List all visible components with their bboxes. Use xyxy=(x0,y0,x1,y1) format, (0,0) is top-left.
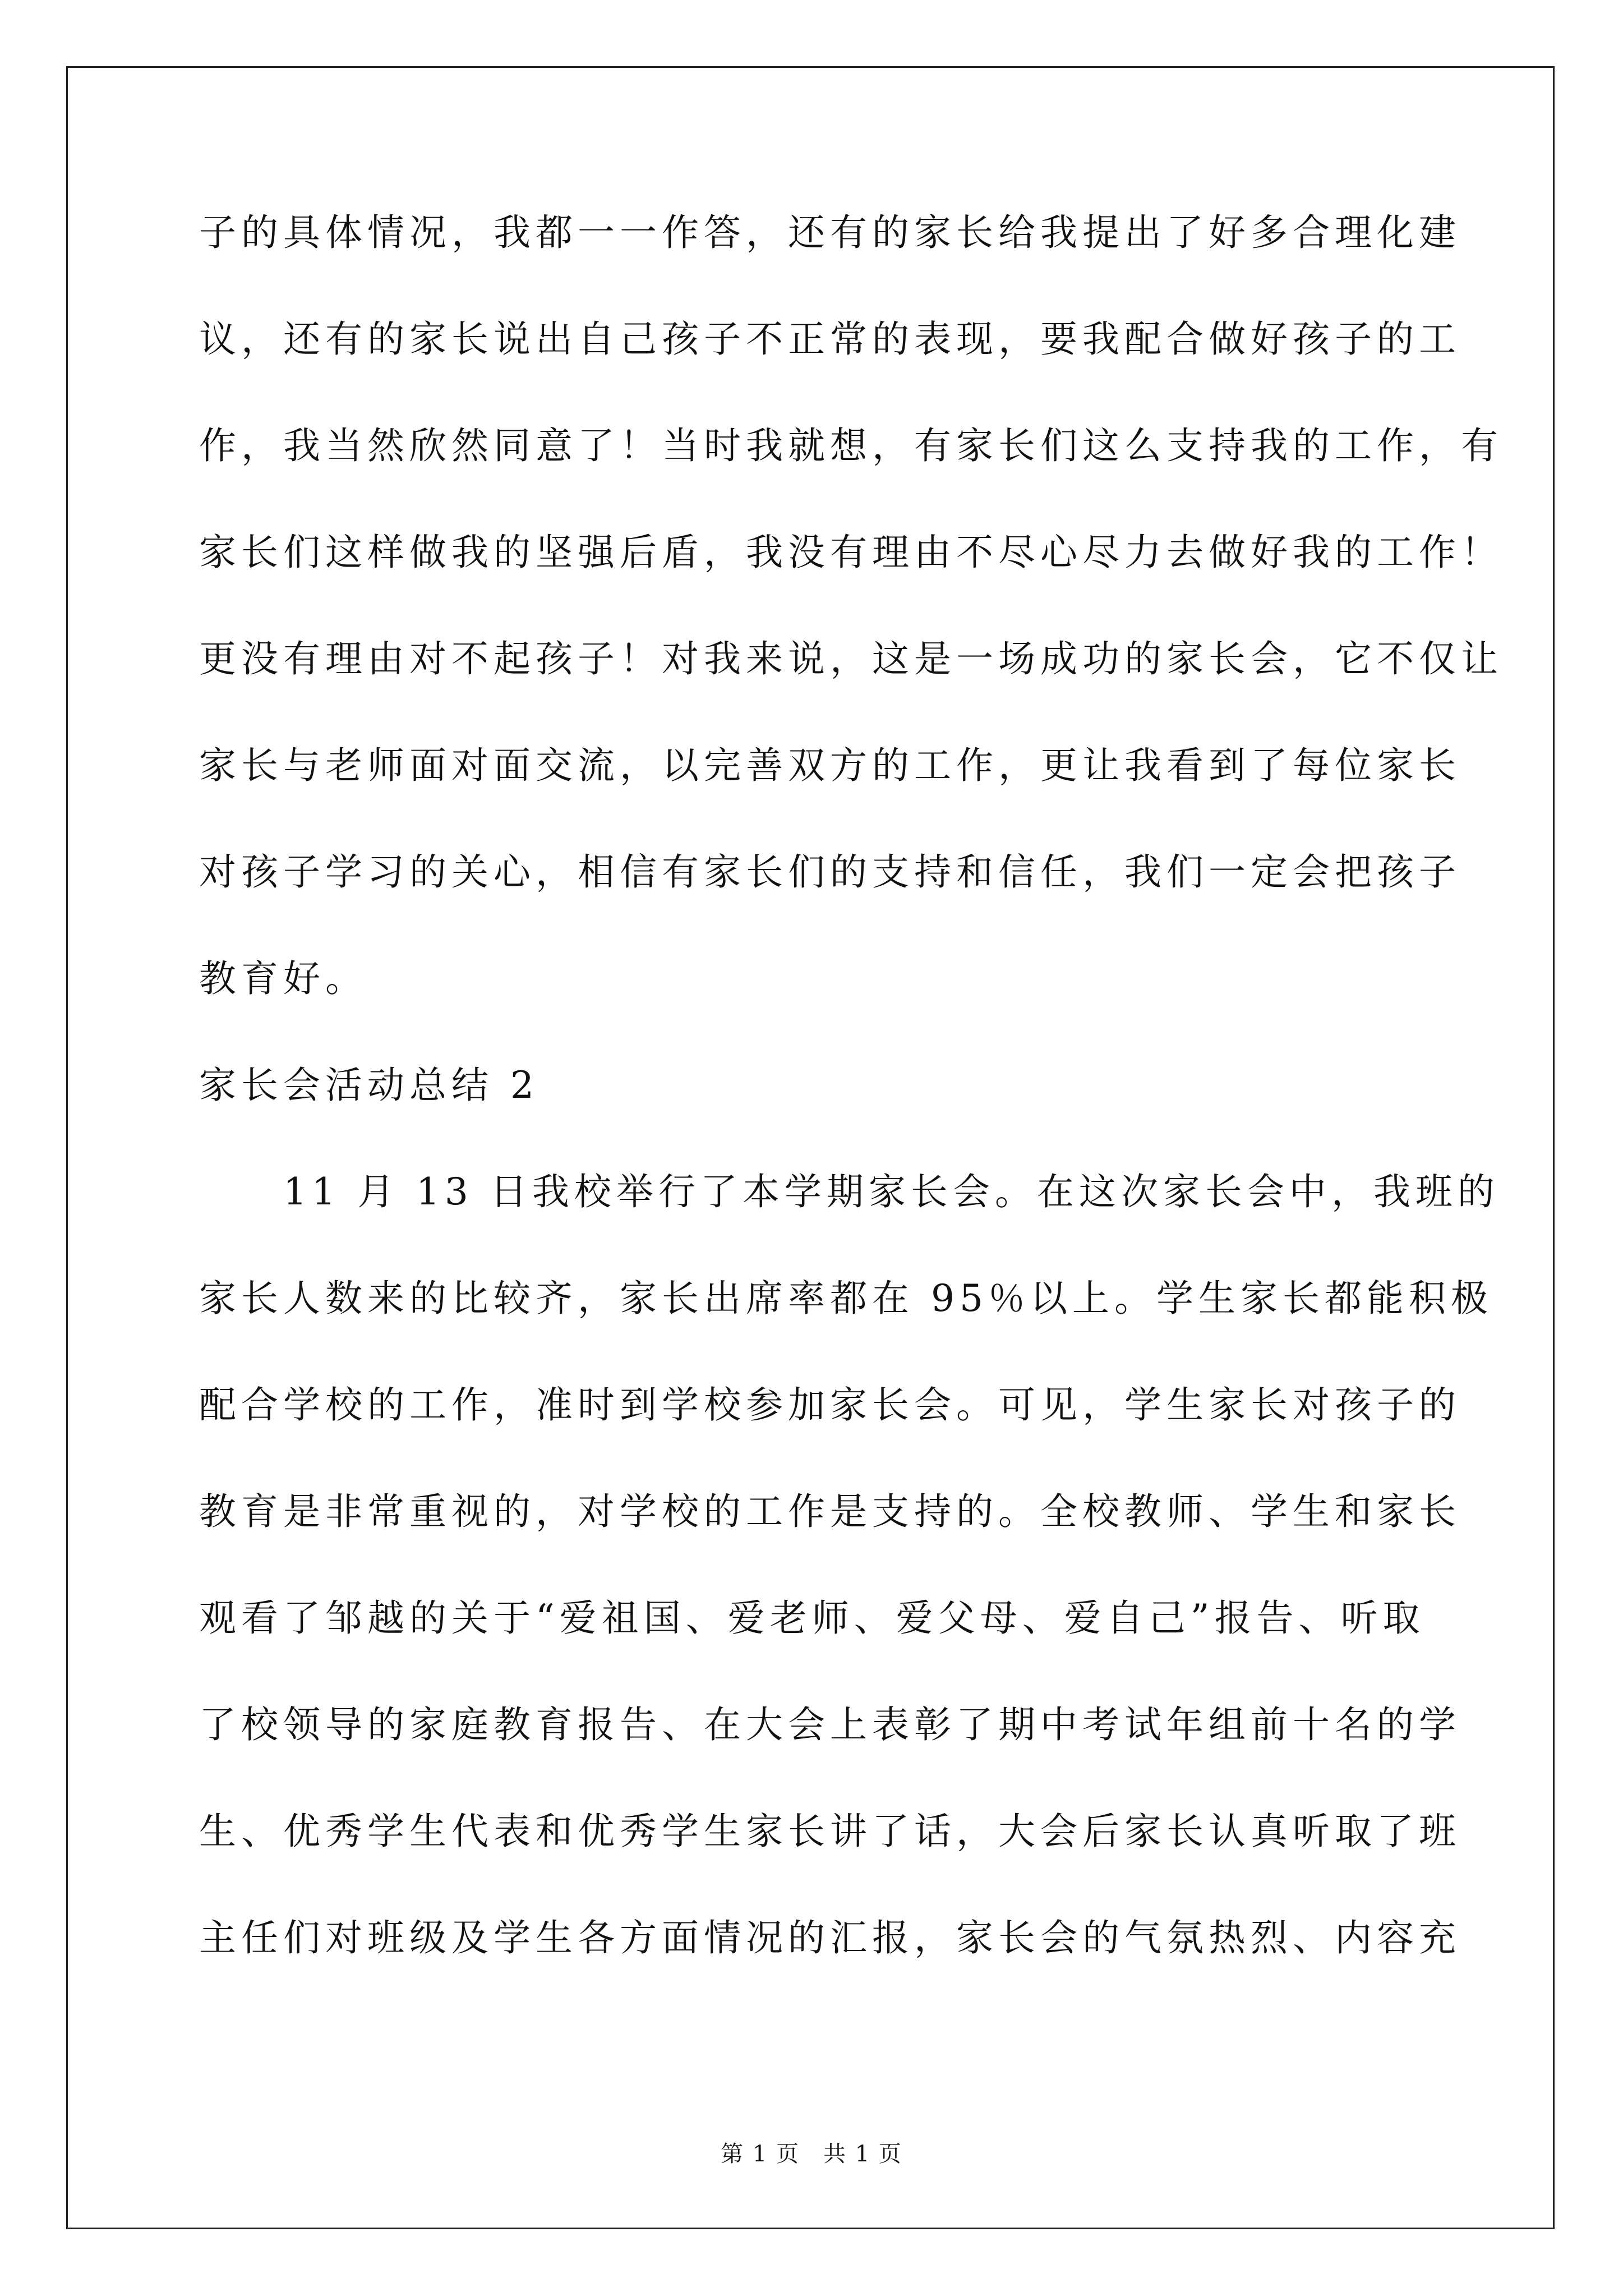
text-line: 家长们这样做我的坚强后盾，我没有理由不尽心尽力去做好我的工作！ xyxy=(199,531,1503,574)
page-footer: 第 1 页 共 1 页 xyxy=(721,2141,902,2167)
text-line: 更没有理由对不起孩子！对我来说，这是一场成功的家长会，它不仅让 xyxy=(199,637,1503,680)
page-border xyxy=(66,66,1555,2229)
text-line: 教育好。 xyxy=(199,957,367,1000)
text-line: 子的具体情况，我都一一作答，还有的家长给我提出了好多合理化建 xyxy=(199,211,1461,254)
text-line: 配合学校的工作，准时到学校参加家长会。可见，学生家长对孩子的 xyxy=(199,1383,1461,1427)
text-line: 生、优秀学生代表和优秀学生家长讲了话，大会后家长认真听取了班 xyxy=(199,1810,1461,1853)
text-line: 对孩子学习的关心，相信有家长们的支持和信任，我们一定会把孩子 xyxy=(199,850,1461,894)
text-line: 家长与老师面对面交流，以完善双方的工作，更让我看到了每位家长 xyxy=(199,744,1461,787)
text-line: 观看了邹越的关于“爱祖国、爱老师、爱父母、爱自己”报告、听取 xyxy=(199,1596,1425,1640)
text-line: 议，还有的家长说出自己孩子不正常的表现，要我配合做好孩子的工 xyxy=(199,318,1461,361)
section-heading: 家长会活动总结 2 xyxy=(199,1064,539,1107)
text-line: 作，我当然欣然同意了！当时我就想，有家长们这么支持我的工作，有 xyxy=(199,424,1503,467)
text-line: 了校领导的家庭教育报告、在大会上表彰了期中考试年组前十名的学 xyxy=(199,1703,1461,1746)
text-line: 教育是非常重视的，对学校的工作是支持的。全校教师、学生和家长 xyxy=(199,1490,1461,1533)
text-line: 11 月 13 日我校举行了本学期家长会。在这次家长会中，我班的 xyxy=(199,1170,1500,1213)
text-line: 家长人数来的比较齐，家长出席率都在 95％以上。学生家长都能积极 xyxy=(199,1277,1493,1320)
text-line: 主任们对班级及学生各方面情况的汇报，家长会的气氛热烈、内容充 xyxy=(199,1916,1461,1959)
